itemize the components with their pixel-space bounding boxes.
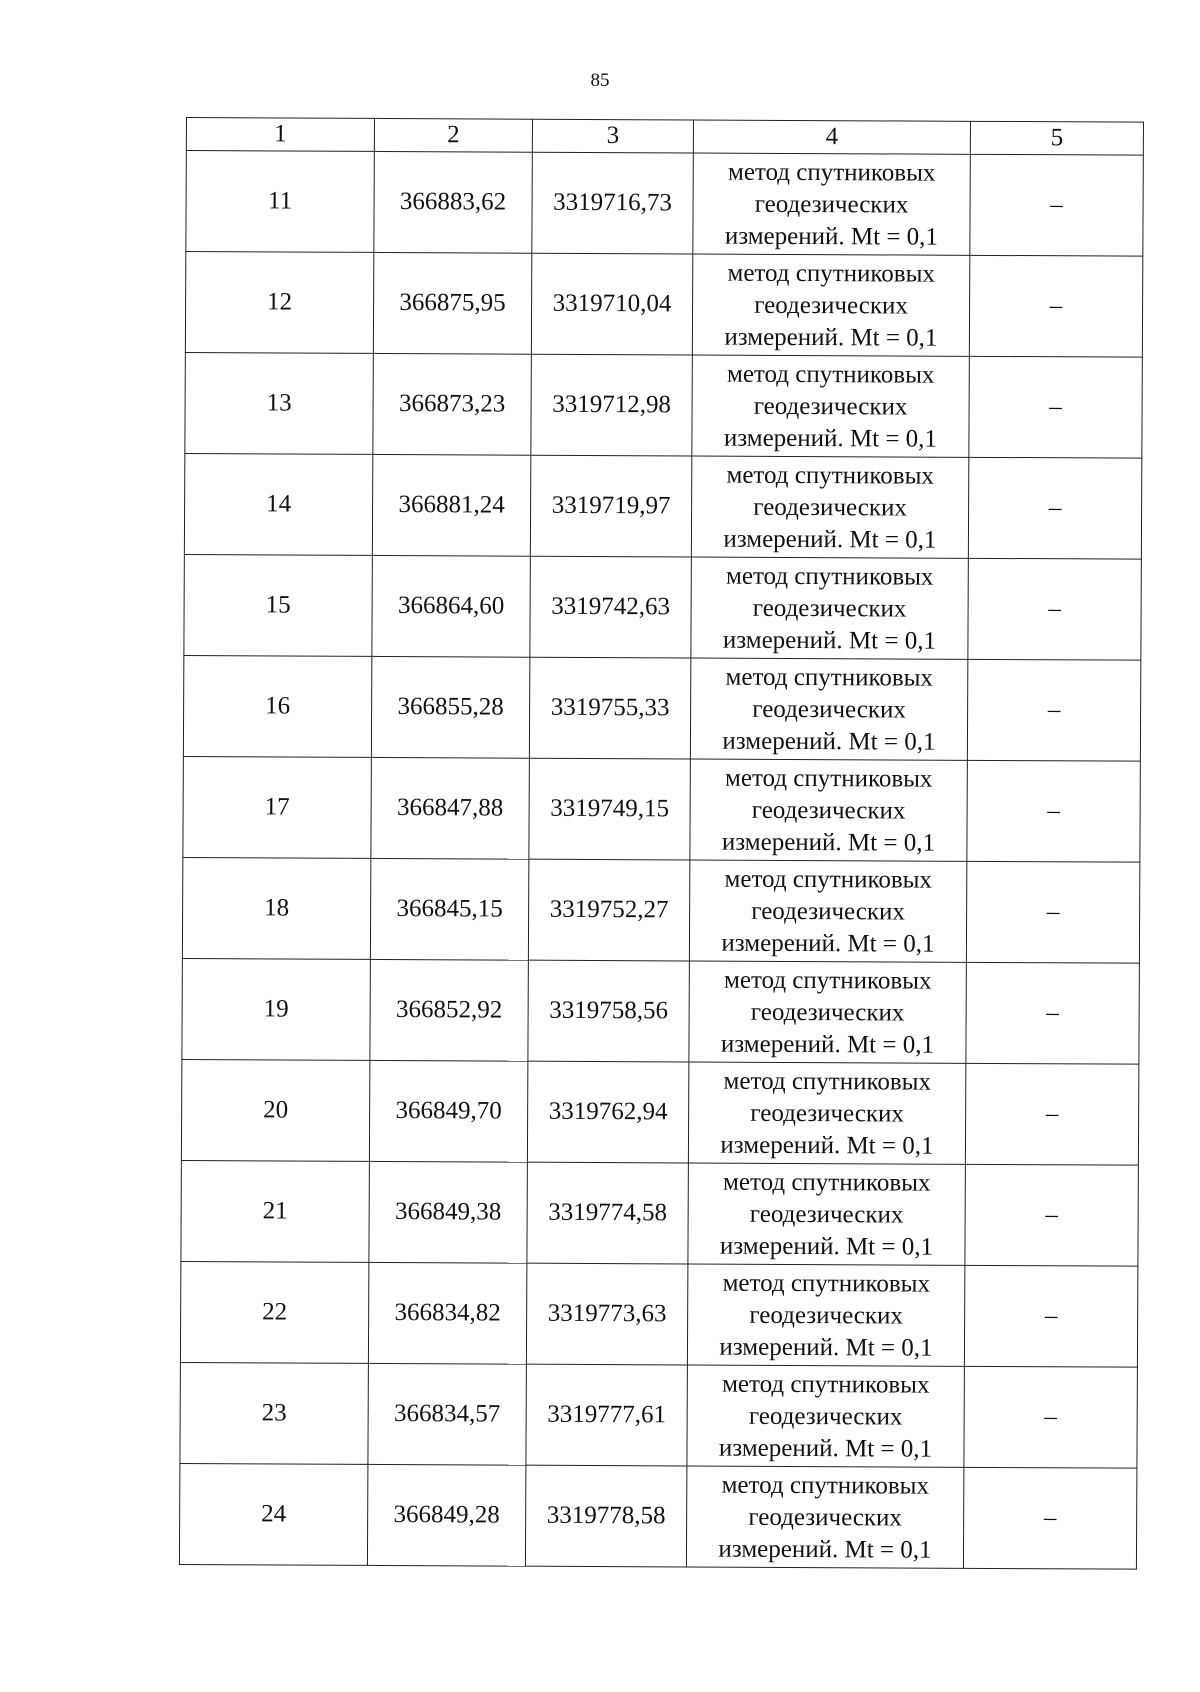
column-header-4: 4	[693, 120, 970, 154]
y-coordinate-cell: 3319712,98	[531, 354, 692, 456]
note-cell: –	[967, 760, 1140, 862]
method-line-2: геодезических	[749, 1301, 904, 1330]
method-line-1: метод спутниковых	[723, 1168, 931, 1197]
point-number-cell: 22	[180, 1261, 368, 1363]
y-coordinate-cell: 3319755,33	[529, 657, 690, 759]
method-cell	[688, 1163, 965, 1265]
table-row	[183, 655, 1140, 761]
method-line-2: геодезических	[748, 1503, 903, 1532]
column-header-3: 3	[532, 119, 693, 153]
point-number-cell: 21	[181, 1160, 369, 1262]
x-coordinate-cell: 366834,57	[368, 1363, 526, 1465]
x-coordinate-cell: 366845,15	[370, 858, 528, 960]
point-number-cell: 24	[179, 1463, 367, 1565]
method-cell	[691, 557, 968, 659]
method-line-2: геодезических	[750, 998, 905, 1027]
note-cell: –	[966, 962, 1139, 1064]
point-number-cell: 19	[182, 958, 370, 1060]
note-cell: –	[964, 1265, 1137, 1367]
table-body	[179, 151, 1143, 1570]
y-coordinate-cell: 3319774,58	[527, 1162, 688, 1264]
method-line-3: измерений. Mt = 0,1	[722, 727, 936, 756]
method-line-2: геодезических	[754, 190, 909, 219]
method-line-1: метод спутниковых	[724, 966, 932, 995]
method-line-1: метод спутниковых	[727, 259, 936, 288]
note-cell: –	[969, 356, 1142, 458]
x-coordinate-cell: 366849,38	[369, 1161, 527, 1263]
note-cell: –	[963, 1467, 1136, 1569]
x-coordinate-cell: 366864,60	[372, 555, 530, 657]
method-cell	[692, 254, 969, 356]
table-row	[181, 1160, 1138, 1266]
note-cell: –	[967, 659, 1140, 761]
y-coordinate-cell: 3319742,63	[530, 556, 691, 658]
method-line-3: измерений. Mt = 0,1	[719, 1333, 933, 1362]
table-row	[179, 1463, 1136, 1569]
point-number-cell: 15	[184, 554, 372, 656]
table-row	[180, 1261, 1137, 1367]
point-number-cell: 18	[182, 857, 370, 959]
note-cell: –	[966, 861, 1139, 963]
note-cell: –	[968, 457, 1141, 559]
x-coordinate-cell: 366849,70	[369, 1060, 527, 1162]
table-row	[180, 1362, 1137, 1468]
point-number-cell: 11	[186, 151, 374, 253]
table-row	[183, 756, 1140, 862]
method-cell	[687, 1264, 964, 1366]
method-cell	[689, 860, 966, 962]
method-cell	[688, 1062, 965, 1164]
y-coordinate-cell: 3319773,63	[526, 1263, 687, 1365]
point-number-cell: 17	[183, 756, 371, 858]
x-coordinate-cell: 366849,28	[367, 1464, 525, 1566]
method-line-2: геодезических	[748, 1402, 903, 1431]
method-cell	[687, 1365, 964, 1467]
method-line-1: метод спутниковых	[722, 1269, 931, 1298]
method-line-2: геодезических	[752, 695, 906, 724]
point-number-cell: 13	[185, 352, 373, 454]
note-cell: –	[964, 1366, 1137, 1468]
table-row	[182, 857, 1139, 963]
point-number-cell: 14	[184, 453, 372, 555]
method-line-1: метод спутниковых	[726, 360, 935, 389]
method-line-3: измерений. Mt = 0,1	[722, 626, 937, 655]
y-coordinate-cell: 3319752,27	[528, 859, 689, 961]
y-coordinate-cell: 3319749,15	[529, 758, 690, 860]
method-cell	[692, 355, 969, 457]
note-cell: –	[968, 558, 1141, 660]
method-cell	[691, 456, 968, 558]
method-line-2: геодезических	[750, 1099, 905, 1128]
point-number-cell: 16	[183, 655, 371, 757]
x-coordinate-cell: 366852,92	[370, 959, 528, 1061]
method-line-3: измерений. Mt = 0,1	[719, 1232, 934, 1261]
table-header-row	[186, 118, 1143, 156]
method-line-3: измерений. Mt = 0,1	[724, 222, 939, 251]
table-row	[184, 554, 1141, 660]
y-coordinate-cell: 3319778,58	[525, 1465, 686, 1567]
y-coordinate-cell: 3319762,94	[527, 1061, 688, 1163]
x-coordinate-cell: 366847,88	[371, 757, 529, 859]
y-coordinate-cell: 3319758,56	[528, 960, 689, 1062]
method-line-2: геодезических	[751, 796, 906, 825]
method-line-3: измерений. Mt = 0,1	[718, 1434, 933, 1463]
method-line-1: метод спутниковых	[725, 663, 934, 692]
method-line-1: метод спутниковых	[721, 1471, 930, 1500]
table-row	[182, 958, 1139, 1064]
method-line-2: геодезических	[749, 1200, 904, 1229]
method-line-3: измерений. Mt = 0,1	[723, 424, 938, 453]
method-cell	[693, 153, 970, 255]
method-line-3: измерений. Mt = 0,1	[720, 1030, 935, 1059]
y-coordinate-cell: 3319716,73	[532, 152, 693, 254]
method-line-3: измерений. Mt = 0,1	[721, 828, 936, 857]
method-line-1: метод спутниковых	[722, 1370, 930, 1399]
page-number: 85	[590, 70, 610, 91]
point-number-cell: 12	[185, 252, 373, 354]
x-coordinate-cell: 366834,82	[368, 1262, 526, 1364]
method-line-2: геодезических	[753, 493, 907, 522]
x-coordinate-cell: 366873,23	[373, 353, 531, 455]
method-line-2: геодезических	[754, 291, 908, 320]
point-number-cell: 23	[180, 1362, 368, 1464]
coordinates-table-wrapper	[179, 117, 1144, 1570]
method-line-3: измерений. Mt = 0,1	[723, 525, 937, 554]
x-coordinate-cell: 366855,28	[371, 656, 529, 758]
note-cell: –	[965, 1063, 1138, 1165]
table-row	[186, 151, 1143, 257]
method-line-1: метод спутниковых	[724, 865, 933, 894]
x-coordinate-cell: 366883,62	[374, 151, 532, 253]
method-line-1: метод спутниковых	[723, 1067, 932, 1096]
method-cell	[690, 658, 967, 760]
method-cell	[689, 961, 966, 1063]
table-row	[181, 1059, 1138, 1165]
method-line-3: измерений. Mt = 0,1	[721, 929, 935, 958]
note-cell: –	[969, 255, 1142, 357]
column-header-5: 5	[970, 121, 1143, 155]
method-line-2: геодезических	[753, 392, 908, 421]
note-cell: –	[970, 154, 1143, 256]
method-line-2: геодезических	[752, 594, 907, 623]
y-coordinate-cell: 3319710,04	[531, 253, 692, 355]
method-line-1: метод спутниковых	[725, 562, 934, 591]
x-coordinate-cell: 366875,95	[373, 252, 531, 354]
method-line-1: метод спутниковых	[725, 764, 933, 793]
column-header-1: 1	[186, 118, 374, 152]
point-number-cell: 20	[181, 1059, 369, 1161]
method-line-3: измерений. Mt = 0,1	[720, 1131, 934, 1160]
method-line-3: измерений. Mt = 0,1	[724, 323, 938, 352]
method-line-1: метод спутниковых	[726, 461, 935, 490]
note-cell: –	[965, 1164, 1138, 1266]
method-line-3: измерений. Mt = 0,1	[718, 1535, 932, 1564]
method-cell	[690, 759, 967, 861]
y-coordinate-cell: 3319719,97	[530, 455, 691, 557]
coordinates-table	[179, 117, 1144, 1570]
method-line-1: метод спутниковых	[727, 158, 936, 187]
y-coordinate-cell: 3319777,61	[526, 1364, 687, 1466]
table-row	[184, 453, 1141, 559]
method-cell	[686, 1466, 963, 1568]
method-line-2: геодезических	[751, 897, 905, 926]
table-row	[185, 252, 1142, 358]
table-row	[185, 352, 1142, 458]
x-coordinate-cell: 366881,24	[372, 454, 530, 556]
column-header-2: 2	[374, 118, 532, 152]
